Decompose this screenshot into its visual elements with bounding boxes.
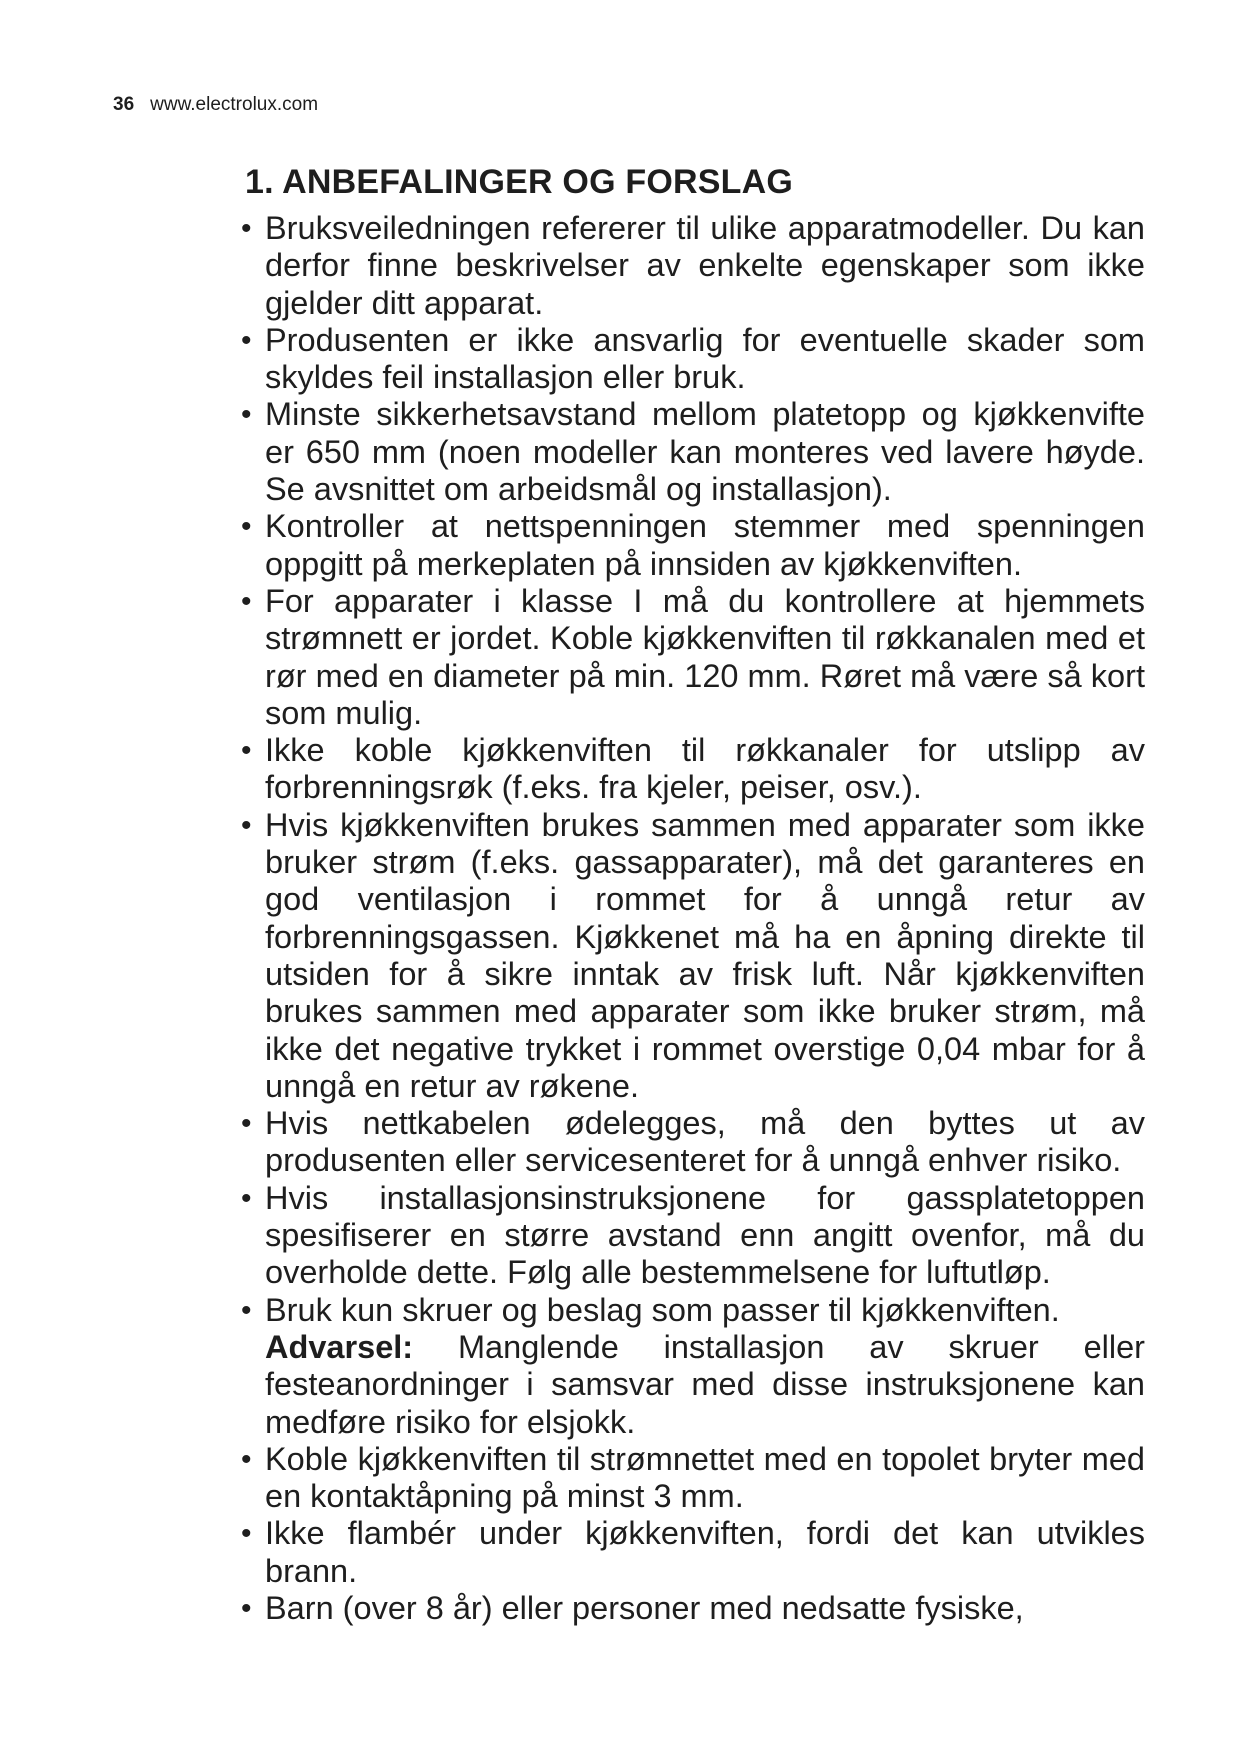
list-item-text: Bruk kun skruer og beslag som passer til kjøkkenviften. (265, 1291, 1060, 1328)
bullet-icon: • (241, 1181, 252, 1215)
warning-label: Advarsel: (265, 1328, 414, 1365)
bullet-icon: • (241, 1591, 252, 1625)
list-item-text: Ikke koble kjøkkenviften til røkkanaler for utslipp av forbrenningsrøk (f.eks. fra kjeler, peiser, osv.). (265, 732, 1145, 806)
bullet-icon: • (241, 1107, 252, 1141)
bullet-icon: • (241, 510, 252, 544)
bullet-icon: • (241, 398, 252, 432)
list-item-text: Hvis kjøkkenviften brukes sammen med apparater som ikke bruker strøm (f.eks. gassapparater), må det garanteres en god ventilasjon i rommet for å unngå retur av forbrenningsgassen. Kjøkkenet må ha en åpning direkte til utsiden for å sikre inntak av frisk luft. Når kjøkkenviften brukes sammen med apparater som ikke bruker strøm, må ikke det negative trykket i rommet overstige 0,04 mbar for å unngå en retur av røkene. (265, 806, 1145, 1104)
list-item-text: Kontroller at nettspenningen stemmer med spenningen oppgitt på merkeplaten på innsiden av kjøkkenviften. (265, 508, 1145, 582)
bullet-icon: • (241, 323, 252, 357)
list-item (241, 1589, 1145, 1627)
list-item (241, 321, 1145, 397)
list-item-text: Koble kjøkkenviften til strømnettet med en topolet bryter med en kontaktåpning på minst 3 mm. (265, 1440, 1145, 1515)
list-item (241, 1515, 1145, 1590)
list-item-text: Hvis nettkabelen ødelegges, må den byttes ut av produsenten eller servicesenteret for å unngå enhver risiko. (265, 1105, 1145, 1179)
recommendations-list (241, 210, 1146, 1627)
list-item (241, 1179, 1145, 1292)
bullet-icon: • (241, 1442, 252, 1476)
list-item-text: Hvis installasjonsinstruksjonene for gassplatetoppen spesifiserer en større avstand enn angitt ovenfor, må du overholde dette. Følg alle bestemmelsene for luftutløp. (265, 1179, 1145, 1291)
list-item-text: Bruksveiledningen refererer til ulike apparatmodeller. Du kan derfor finne beskrivelser av enkelte egenskaper som ikke gjelder ditt apparat. (265, 210, 1145, 321)
list-item-text: Produsenten er ikke ansvarlig for eventuelle skader som skyldes feil installasjon eller bruk. (265, 321, 1145, 396)
bullet-icon: • (241, 734, 252, 768)
list-item (241, 732, 1145, 807)
list-item (241, 1440, 1145, 1516)
list-item (241, 210, 1145, 322)
list-item (241, 1291, 1146, 1441)
page-number: 36 (113, 94, 135, 115)
header-url: www.electrolux.com (150, 94, 319, 115)
bullet-icon: • (241, 1517, 252, 1551)
bullet-icon: • (241, 212, 252, 245)
section-title: 1. ANBEFALINGER OG FORSLAG (245, 163, 793, 201)
list-item-text: For apparater i klasse I må du kontrollere at hjemmets strømnett er jordet. Koble kjøkkenviften til røkkanalen med et rør med en diameter på min. 120 mm. Røret må være så kort som mulig. (265, 582, 1145, 731)
list-item (241, 396, 1145, 508)
list-item-text: Minste sikkerhetsavstand mellom platetopp og kjøkkenvifte er 650 mm (noen modeller kan monteres ved lavere høyde. Se avsnittet om arbeidsmål og installasjon). (265, 396, 1145, 508)
bullet-icon: • (241, 808, 252, 842)
warning-text: Manglende installasjon av skruer eller festeanordninger i samsvar med disse instruksjonene kan medføre risiko for elsjokk. (265, 1328, 1146, 1440)
list-item (241, 1105, 1145, 1180)
list-item (241, 508, 1145, 583)
bullet-icon: • (241, 584, 252, 618)
list-item-text: Ikke flambér under kjøkkenviften, fordi det kan utvikles brann. (265, 1515, 1145, 1589)
list-item-text: Barn (over 8 år) eller personer med nedsatte fysiske, (265, 1589, 1024, 1626)
main-content (241, 160, 1146, 1627)
bullet-icon: • (241, 1293, 252, 1327)
list-item (241, 582, 1145, 732)
page-header (113, 94, 318, 116)
list-item (241, 806, 1145, 1105)
